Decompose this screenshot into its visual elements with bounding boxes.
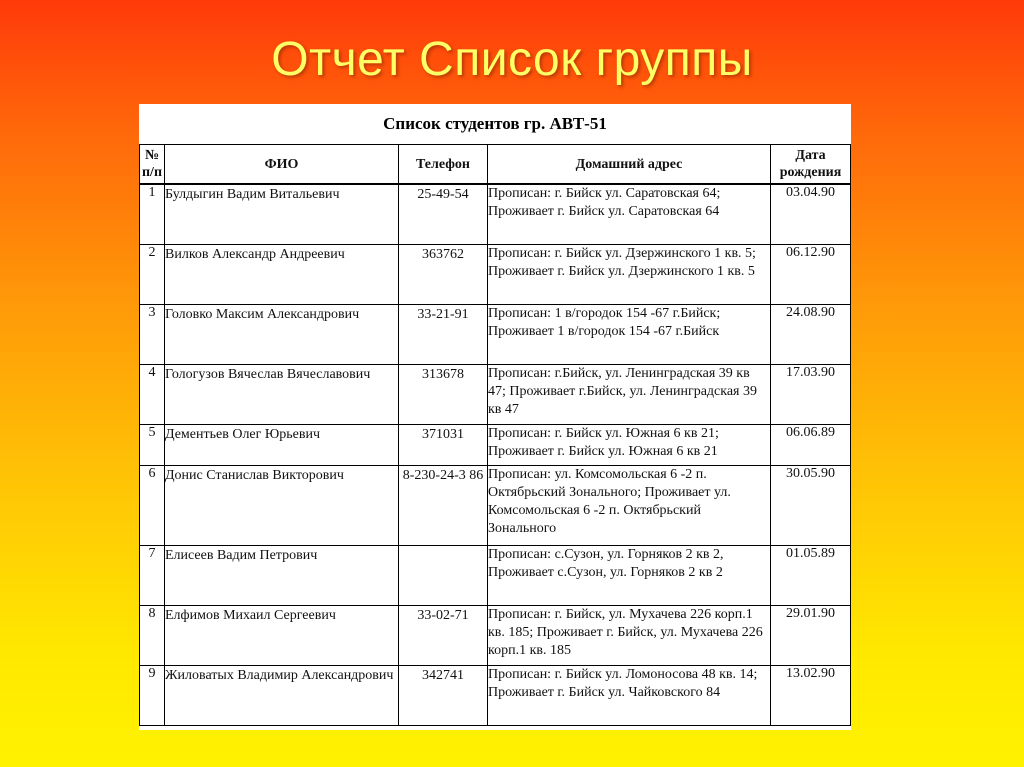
col-header-num: № п/п	[140, 145, 165, 185]
table-row	[140, 304, 851, 364]
student-name: Жиловатых Владимир Александрович	[165, 665, 399, 725]
student-phone: 342741	[399, 665, 488, 725]
student-address: Прописан: г. Бийск ул. Дзержинского 1 кв. 5; Проживает г. Бийск ул. Дзержинского 1 кв. 5	[488, 244, 771, 304]
student-address: Прописан: г. Бийск ул. Южная 6 кв 21; Проживает г. Бийск ул. Южная 6 кв 21	[488, 424, 771, 465]
table-row	[140, 244, 851, 304]
header-row	[140, 145, 851, 185]
student-birth-date: 13.02.90	[771, 665, 851, 725]
student-name: Булдыгин Вадим Витальевич	[165, 184, 399, 244]
student-phone: 363762	[399, 244, 488, 304]
student-table	[139, 144, 851, 726]
table-row	[140, 364, 851, 424]
student-phone: 33-02-71	[399, 605, 488, 665]
row-num: 2	[140, 244, 165, 304]
student-phone: 33-21-91	[399, 304, 488, 364]
table-row	[140, 665, 851, 725]
student-name: Дементьев Олег Юрьевич	[165, 424, 399, 465]
student-name: Вилков Александр Андреевич	[165, 244, 399, 304]
student-birth-date: 30.05.90	[771, 465, 851, 545]
student-phone	[399, 545, 488, 605]
student-birth-date: 01.05.89	[771, 545, 851, 605]
student-phone: 8-230-24-3 86	[399, 465, 488, 545]
student-birth-date: 06.06.89	[771, 424, 851, 465]
student-birth-date: 29.01.90	[771, 605, 851, 665]
student-birth-date: 24.08.90	[771, 304, 851, 364]
student-address: Прописан: г. Бийск ул. Ломоносова 48 кв. 14; Проживает г. Бийск ул. Чайковского 84	[488, 665, 771, 725]
table-caption: Список студентов гр. АВТ-51	[383, 114, 607, 133]
table-row	[140, 545, 851, 605]
table-row	[140, 424, 851, 465]
col-header-phone: Телефон	[399, 145, 488, 185]
student-address: Прописан: ул. Комсомольская 6 -2 п. Октябрьский Зонального; Проживает ул. Комсомольская 6 -2 п. Октябрьский Зонального	[488, 465, 771, 545]
row-num: 3	[140, 304, 165, 364]
col-header-name: ФИО	[165, 145, 399, 185]
col-header-birth: Дата рождения	[771, 145, 851, 185]
student-name: Головко Максим Александрович	[165, 304, 399, 364]
row-num: 9	[140, 665, 165, 725]
row-num: 6	[140, 465, 165, 545]
student-name: Елфимов Михаил Сергеевич	[165, 605, 399, 665]
student-list-sheet	[139, 104, 851, 730]
row-num: 7	[140, 545, 165, 605]
student-address: Прописан: 1 в/городок 154 -67 г.Бийск; Проживает 1 в/городок 154 -67 г.Бийск	[488, 304, 771, 364]
table-row	[140, 184, 851, 244]
row-num: 5	[140, 424, 165, 465]
student-phone: 25-49-54	[399, 184, 488, 244]
student-name: Гологузов Вячеслав Вячеславович	[165, 364, 399, 424]
row-num: 8	[140, 605, 165, 665]
student-name: Донис Станислав Викторович	[165, 465, 399, 545]
student-address: Прописан: г. Бийск ул. Саратовская 64; Проживает г. Бийск ул. Саратовская 64	[488, 184, 771, 244]
student-birth-date: 06.12.90	[771, 244, 851, 304]
col-header-address: Домашний адрес	[488, 145, 771, 185]
student-address: Прописан: г. Бийск, ул. Мухачева 226 корп.1 кв. 185; Проживает г. Бийск, ул. Мухачева 226 корп.1 кв. 185	[488, 605, 771, 665]
slide-title: Отчет Список группы	[271, 33, 753, 86]
student-address: Прописан: г.Бийск, ул. Ленинградская 39 кв 47; Проживает г.Бийск, ул. Ленинградская 39 кв 47	[488, 364, 771, 424]
student-birth-date: 03.04.90	[771, 184, 851, 244]
student-phone: 313678	[399, 364, 488, 424]
student-birth-date: 17.03.90	[771, 364, 851, 424]
table-row	[140, 465, 851, 545]
row-num: 1	[140, 184, 165, 244]
row-num: 4	[140, 364, 165, 424]
student-name: Елисеев Вадим Петрович	[165, 545, 399, 605]
student-address: Прописан: с.Сузон, ул. Горняков 2 кв 2, Проживает с.Сузон, ул. Горняков 2 кв 2	[488, 545, 771, 605]
student-phone: 371031	[399, 424, 488, 465]
table-row	[140, 605, 851, 665]
